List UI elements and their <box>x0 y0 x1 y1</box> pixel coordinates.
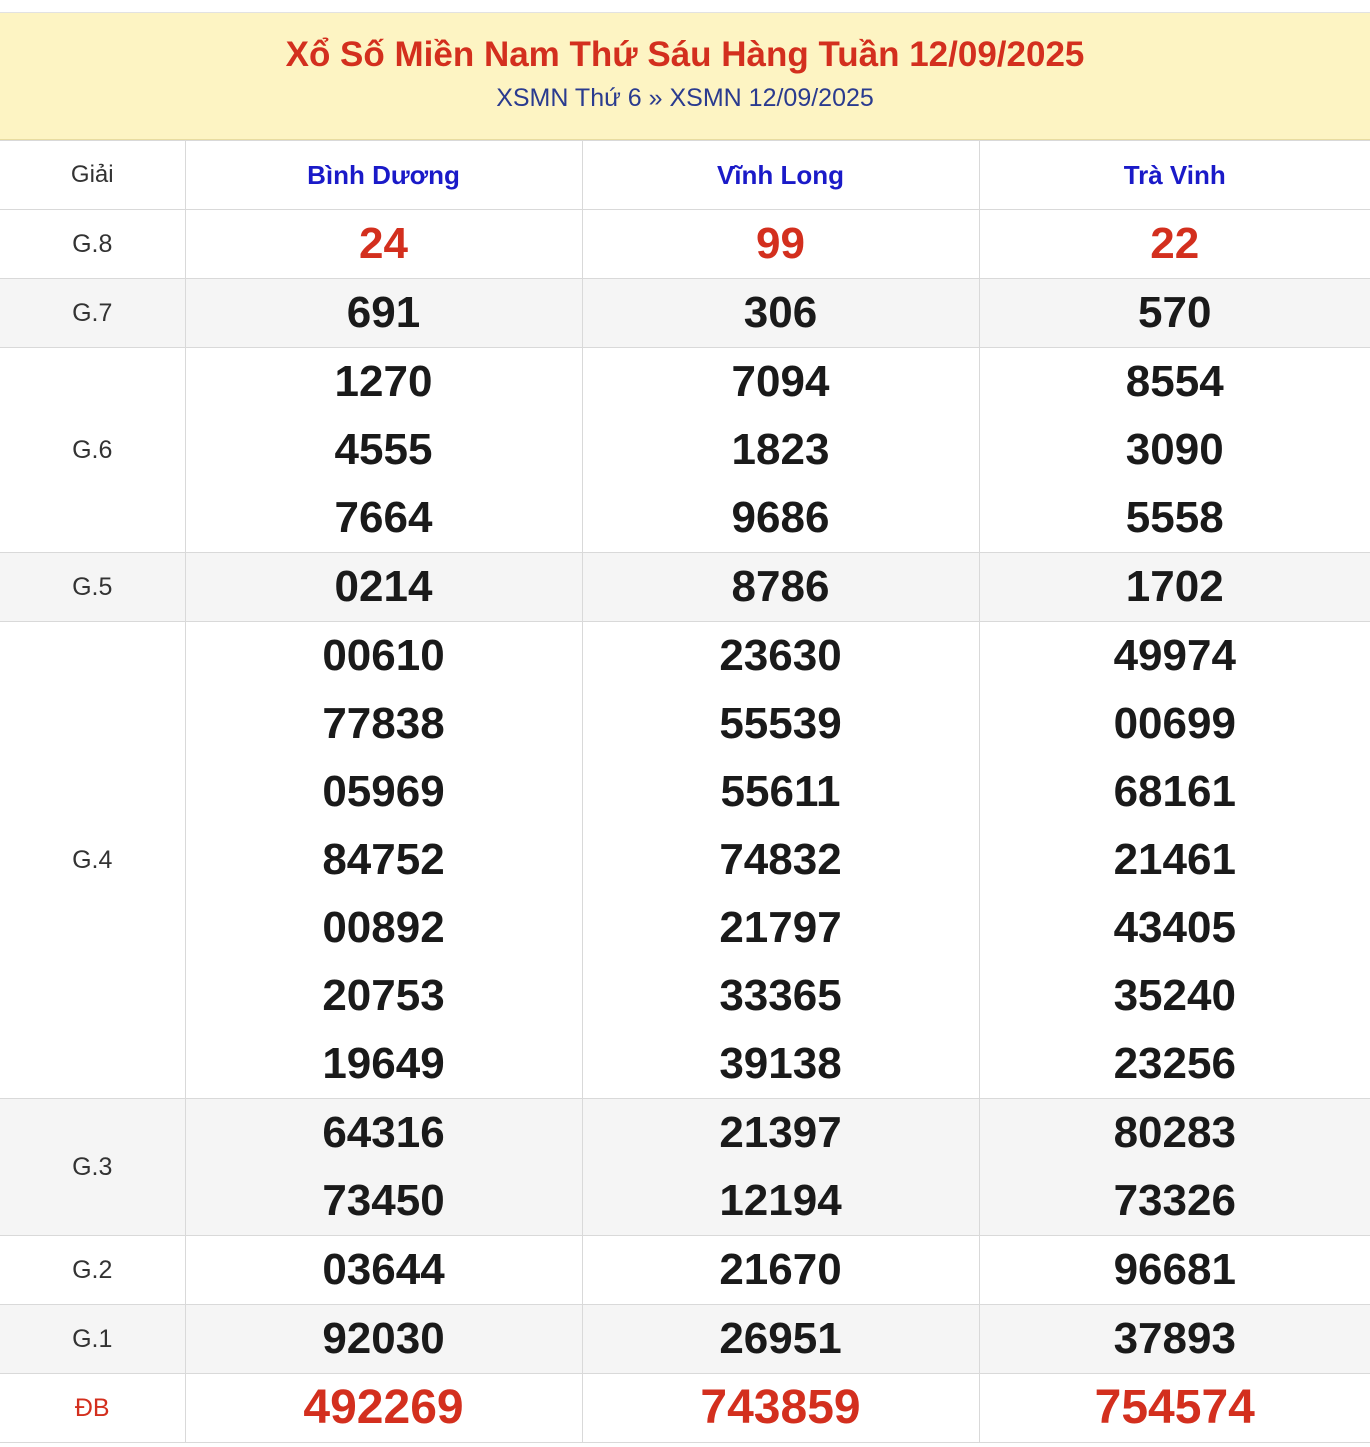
winning-number: 21797 <box>719 903 842 952</box>
result-cell-binh-duong <box>185 622 582 1099</box>
winning-number: 74832 <box>719 835 842 884</box>
result-cell-binh-duong <box>185 553 582 622</box>
winning-number: 7664 <box>334 493 433 542</box>
winning-number: 8786 <box>731 562 830 611</box>
winning-number: 03644 <box>322 1245 445 1294</box>
result-cell-tra-vinh <box>979 1374 1370 1443</box>
winning-number: 26951 <box>719 1314 842 1363</box>
winning-number: 39138 <box>719 1039 842 1088</box>
winning-number: 21397 <box>719 1108 842 1157</box>
result-cell-tra-vinh <box>979 348 1370 553</box>
result-cell-vinh-long <box>582 279 979 348</box>
winning-number: 12194 <box>719 1176 842 1225</box>
results-body <box>0 210 1370 1443</box>
prize-row <box>0 210 1370 279</box>
winning-number: 3090 <box>1125 425 1224 474</box>
winning-number: 43405 <box>1113 903 1236 952</box>
prize-row <box>0 553 1370 622</box>
winning-number: 64316 <box>322 1108 445 1157</box>
winning-number: 23630 <box>719 631 842 680</box>
result-cell-binh-duong <box>185 279 582 348</box>
winning-number: 691 <box>346 288 421 337</box>
prize-row <box>0 1305 1370 1374</box>
result-cell-vinh-long <box>582 348 979 553</box>
winning-number: 0214 <box>334 562 433 611</box>
result-cell-vinh-long <box>582 622 979 1099</box>
result-cell-vinh-long <box>582 1099 979 1236</box>
prize-label: ĐB <box>0 1374 185 1443</box>
winning-number: 68161 <box>1113 767 1236 816</box>
winning-number: 306 <box>743 288 818 337</box>
winning-number: 00699 <box>1113 699 1236 748</box>
winning-number: 24 <box>359 219 408 268</box>
result-cell-vinh-long <box>582 1305 979 1374</box>
prize-label: G.4 <box>0 622 185 1099</box>
winning-number: 77838 <box>322 699 445 748</box>
winning-number: 73326 <box>1113 1176 1236 1225</box>
winning-number: 23256 <box>1113 1039 1236 1088</box>
result-cell-tra-vinh <box>979 553 1370 622</box>
province-header-tra-vinh[interactable]: Trà Vinh <box>979 141 1370 210</box>
winning-number: 22 <box>1150 219 1200 268</box>
winning-number: 35240 <box>1113 971 1236 1020</box>
prize-row <box>0 622 1370 1099</box>
prize-label: G.6 <box>0 348 185 553</box>
breadcrumb-link-day[interactable]: XSMN Thứ 6 <box>496 84 642 112</box>
result-cell-vinh-long <box>582 1374 979 1443</box>
prize-label: G.5 <box>0 553 185 622</box>
prize-label: G.3 <box>0 1099 185 1236</box>
breadcrumb-separator: » <box>648 84 663 112</box>
special-prize-number: 743859 <box>700 1381 861 1434</box>
results-header <box>0 12 1370 140</box>
result-cell-binh-duong <box>185 1305 582 1374</box>
top-spacer <box>0 0 1370 12</box>
winning-number: 1270 <box>334 357 433 406</box>
winning-number: 00892 <box>322 903 445 952</box>
prize-label: G.8 <box>0 210 185 279</box>
winning-number: 33365 <box>719 971 842 1020</box>
winning-number: 99 <box>756 219 805 268</box>
result-cell-tra-vinh <box>979 1236 1370 1305</box>
winning-number: 1702 <box>1125 562 1224 611</box>
page-title: Xổ Số Miền Nam Thứ Sáu Hàng Tuần 12/09/2025 <box>285 35 1085 74</box>
results-table <box>0 140 1370 1443</box>
winning-number: 570 <box>1138 288 1212 337</box>
winning-number: 80283 <box>1113 1108 1236 1157</box>
winning-number: 55611 <box>720 767 841 816</box>
prize-column-header: Giải <box>0 141 185 210</box>
special-prize-number: 492269 <box>303 1381 464 1434</box>
winning-number: 96681 <box>1113 1245 1236 1294</box>
winning-number: 55539 <box>719 699 842 748</box>
winning-number: 21670 <box>719 1245 842 1294</box>
winning-number: 21461 <box>1113 835 1236 884</box>
breadcrumb-link-date[interactable]: XSMN 12/09/2025 <box>669 84 874 112</box>
winning-number: 92030 <box>322 1314 445 1363</box>
prize-row <box>0 348 1370 553</box>
result-cell-binh-duong <box>185 1374 582 1443</box>
prize-row <box>0 1236 1370 1305</box>
winning-number: 5558 <box>1125 493 1224 542</box>
result-cell-vinh-long <box>582 210 979 279</box>
winning-number: 49974 <box>1113 631 1236 680</box>
winning-number: 9686 <box>731 493 830 542</box>
winning-number: 19649 <box>322 1039 445 1088</box>
prize-row <box>0 279 1370 348</box>
winning-number: 20753 <box>322 971 445 1020</box>
result-cell-vinh-long <box>582 1236 979 1305</box>
result-cell-binh-duong <box>185 1236 582 1305</box>
result-cell-binh-duong <box>185 348 582 553</box>
winning-number: 00610 <box>322 631 445 680</box>
winning-number: 05969 <box>322 767 445 816</box>
result-cell-binh-duong <box>185 210 582 279</box>
winning-number: 7094 <box>731 357 830 406</box>
special-prize-number: 754574 <box>1094 1381 1255 1434</box>
winning-number: 8554 <box>1125 357 1224 406</box>
prize-row <box>0 1374 1370 1443</box>
winning-number: 4555 <box>334 425 433 474</box>
prize-label: G.1 <box>0 1305 185 1374</box>
province-header-binh-duong[interactable]: Bình Dương <box>185 141 582 210</box>
result-cell-tra-vinh <box>979 210 1370 279</box>
breadcrumb <box>0 83 1370 113</box>
winning-number: 73450 <box>322 1176 445 1225</box>
result-cell-tra-vinh <box>979 279 1370 348</box>
prize-label: G.2 <box>0 1236 185 1305</box>
winning-number: 1823 <box>731 425 830 474</box>
result-cell-tra-vinh <box>979 1305 1370 1374</box>
result-cell-tra-vinh <box>979 622 1370 1099</box>
prize-label: G.7 <box>0 279 185 348</box>
result-cell-binh-duong <box>185 1099 582 1236</box>
result-cell-vinh-long <box>582 553 979 622</box>
province-header-vinh-long[interactable]: Vĩnh Long <box>582 141 979 210</box>
result-cell-tra-vinh <box>979 1099 1370 1236</box>
winning-number: 37893 <box>1113 1314 1236 1363</box>
prize-row <box>0 1099 1370 1236</box>
winning-number: 84752 <box>322 835 445 884</box>
